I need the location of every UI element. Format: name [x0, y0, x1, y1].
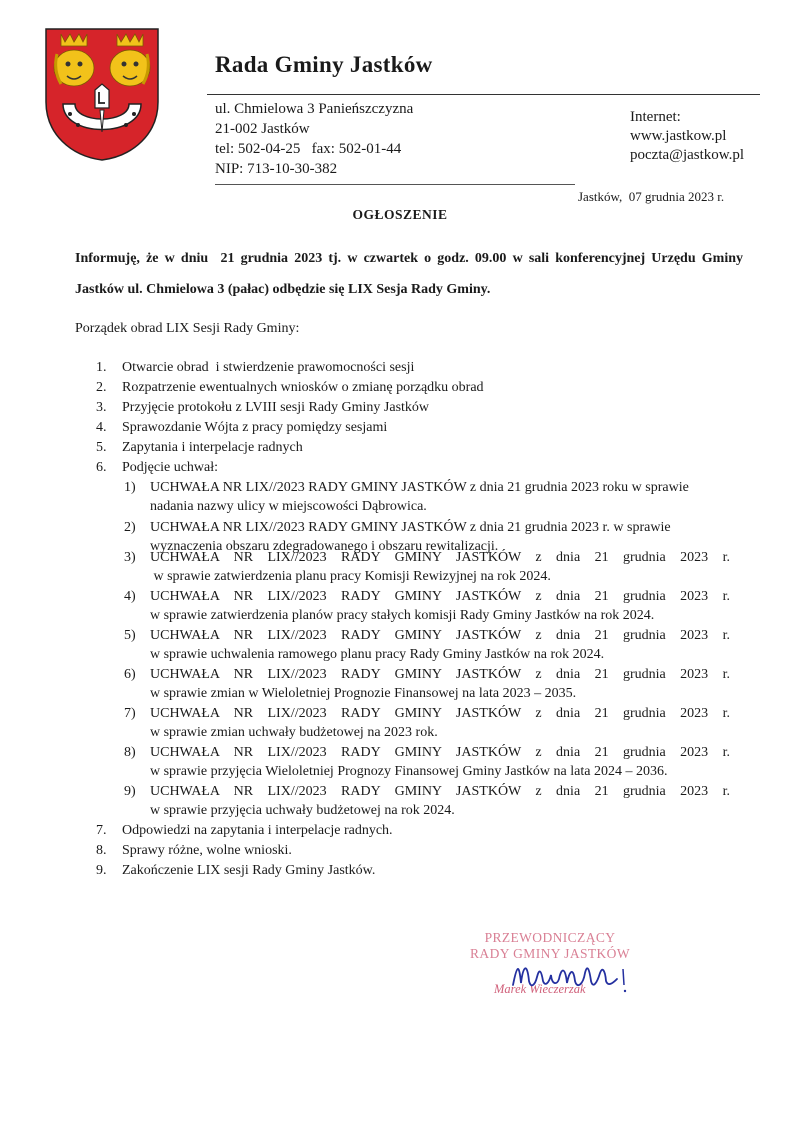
document-date: Jastków, 07 grudnia 2023 r. — [578, 189, 725, 204]
resolution-text — [150, 587, 730, 625]
resolution-item — [0, 704, 800, 744]
resolution-item — [0, 587, 800, 627]
agenda-item-text: Rozpatrzenie ewentualnych wniosków o zmianę porządku obrad — [122, 380, 484, 395]
agenda-heading: Porządek obrad LIX Sesji Rady Gminy: — [75, 321, 300, 336]
resolution-text — [150, 704, 730, 742]
agenda-item-number: 2. — [96, 380, 107, 395]
document-title: OGŁOSZENIE — [352, 207, 448, 222]
agenda-item-text: Odpowiedzi na zapytania i interpelacje radnych. — [122, 823, 393, 838]
resolution-title: UCHWAŁA NR LIX//2023 RADY GMINY JASTKÓW z dnia 21 grudnia 2023 r. — [150, 667, 730, 682]
agenda-item — [0, 418, 800, 437]
agenda-item-text: Otwarcie obrad i stwierdzenie prawomocności sesji — [122, 360, 415, 375]
agenda-item — [0, 358, 800, 377]
resolution-text — [150, 782, 730, 820]
resolution-item — [0, 478, 800, 518]
intro-line: Informuję, że w dniu 21 grudnia 2023 tj. w czwartek o godz. 09.00 w sali konferencyjnej Urzędu Gminy — [75, 251, 743, 266]
resolution-text — [150, 548, 730, 586]
intro-line: Jastków ul. Chmielowa 3 (pałac) odbędzie się LIX Sesja Rady Gminy. — [75, 282, 491, 297]
agenda-item — [0, 861, 800, 880]
resolution-item — [0, 782, 800, 822]
intro-paragraph — [75, 243, 743, 305]
agenda-item — [0, 458, 800, 477]
agenda-item-number: 5. — [96, 440, 107, 455]
website-link[interactable]: www.jastkow.pl — [630, 128, 727, 144]
resolution-subject: w sprawie zmian w Wieloletniej Prognozie Finansowej na lata 2023 – 2035. — [150, 686, 577, 701]
header-divider — [207, 94, 760, 95]
agenda-item — [0, 398, 800, 417]
resolution-subject: wyznaczenia obszaru zdegradowanego i obszaru rewitalizacji. — [150, 539, 499, 554]
resolution-number: 9) — [124, 784, 136, 799]
resolution-number: 2) — [124, 520, 136, 535]
resolution-title: UCHWAŁA NR LIX//2023 RADY GMINY JASTKÓW z dnia 21 grudnia 2023 r. — [150, 706, 730, 721]
agenda-item-text: Sprawy różne, wolne wnioski. — [122, 843, 292, 858]
resolution-title: UCHWAŁA NR LIX//2023 RADY GMINY JASTKÓW z dnia 21 grudnia 2023 roku w sprawie — [150, 480, 689, 495]
resolution-subject: w sprawie przyjęcia Wieloletniej Prognozy Finansowej Gminy Jastków na lata 2024 – 2036. — [150, 764, 668, 779]
resolution-number: 3) — [124, 550, 136, 565]
agenda-item-number: 4. — [96, 420, 107, 435]
address-street: ul. Chmielowa 3 Panieńszczyzna — [215, 101, 414, 117]
agenda-item-number: 3. — [96, 400, 107, 415]
resolution-number: 8) — [124, 745, 136, 760]
resolution-number: 6) — [124, 667, 136, 682]
resolution-title: UCHWAŁA NR LIX//2023 RADY GMINY JASTKÓW z dnia 21 grudnia 2023 r. — [150, 589, 730, 604]
resolution-text — [150, 626, 730, 664]
organization-name: Rada Gminy Jastków — [215, 52, 433, 77]
resolution-title: UCHWAŁA NR LIX//2023 RADY GMINY JASTKÓW z dnia 21 grudnia 2023 r. w sprawie — [150, 520, 671, 535]
handwritten-signature-icon — [505, 955, 635, 997]
email-link[interactable]: poczta@jastkow.pl — [630, 147, 745, 163]
resolution-title: UCHWAŁA NR LIX//2023 RADY GMINY JASTKÓW z dnia 21 grudnia 2023 r. — [150, 745, 730, 760]
coat-of-arms-icon — [43, 26, 161, 162]
resolution-subject: w sprawie uchwalenia ramowego planu pracy Rady Gminy Jastków na rok 2024. — [150, 647, 605, 662]
resolution-subject: w sprawie zatwierdzenia planu pracy Komisji Rewizyjnej na rok 2024. — [150, 569, 551, 584]
agenda-item — [0, 438, 800, 457]
resolution-text — [150, 478, 730, 516]
resolution-title: UCHWAŁA NR LIX//2023 RADY GMINY JASTKÓW z dnia 21 grudnia 2023 r. — [150, 550, 730, 565]
agenda-item — [0, 841, 800, 860]
agenda-item-text: Zapytania i interpelacje radnych — [122, 440, 303, 455]
stamp-council-line: RADY GMINY JASTKÓW — [470, 946, 630, 961]
resolution-item — [0, 548, 800, 588]
agenda-item-number: 6. — [96, 460, 107, 475]
agenda-item-text: Zakończenie LIX sesji Rady Gminy Jastków. — [122, 863, 376, 878]
address-nip: NIP: 713-10-30-382 — [215, 161, 338, 177]
agenda-item — [0, 821, 800, 840]
stamp-title-line: PRZEWODNICZĄCY — [484, 930, 616, 945]
agenda-item-number: 9. — [96, 863, 107, 878]
agenda-item-number: 7. — [96, 823, 107, 838]
stamp-name: Marek Wieczerzak — [494, 982, 586, 996]
internet-label: Internet: — [630, 109, 681, 125]
resolution-number: 4) — [124, 589, 136, 604]
agenda-item-number: 1. — [96, 360, 107, 375]
agenda-item-text: Podjęcie uchwał: — [122, 460, 219, 475]
agenda-item-text: Sprawozdanie Wójta z pracy pomiędzy sesjami — [122, 420, 388, 435]
agenda-item-text: Przyjęcie protokołu z LVIII sesji Rady Gminy Jastków — [122, 400, 430, 415]
address-postal: 21-002 Jastków — [215, 121, 310, 137]
resolution-title: UCHWAŁA NR LIX//2023 RADY GMINY JASTKÓW z dnia 21 grudnia 2023 r. — [150, 784, 730, 799]
resolution-subject: w sprawie zatwierdzenia planów pracy stałych komisji Rady Gminy Jastków na rok 2024. — [150, 608, 655, 623]
resolution-item — [0, 743, 800, 783]
resolution-number: 7) — [124, 706, 136, 721]
resolution-text — [150, 665, 730, 703]
agenda-item — [0, 378, 800, 397]
address-phone-fax: tel: 502-04-25 fax: 502-01-44 — [215, 141, 402, 157]
resolution-item — [0, 626, 800, 666]
resolution-number: 5) — [124, 628, 136, 643]
resolution-subject: w sprawie zmian uchwały budżetowej na 2023 rok. — [150, 725, 438, 740]
resolution-item — [0, 665, 800, 705]
resolution-title: UCHWAŁA NR LIX//2023 RADY GMINY JASTKÓW z dnia 21 grudnia 2023 r. — [150, 628, 730, 643]
resolution-subject: w sprawie przyjęcia uchwały budżetowej na rok 2024. — [150, 803, 455, 818]
resolution-text — [150, 743, 730, 781]
resolution-number: 1) — [124, 480, 136, 495]
contact-divider — [215, 184, 575, 185]
agenda-item-number: 8. — [96, 843, 107, 858]
resolution-subject: nadania nazwy ulicy w miejscowości Dąbrowica. — [150, 499, 427, 514]
